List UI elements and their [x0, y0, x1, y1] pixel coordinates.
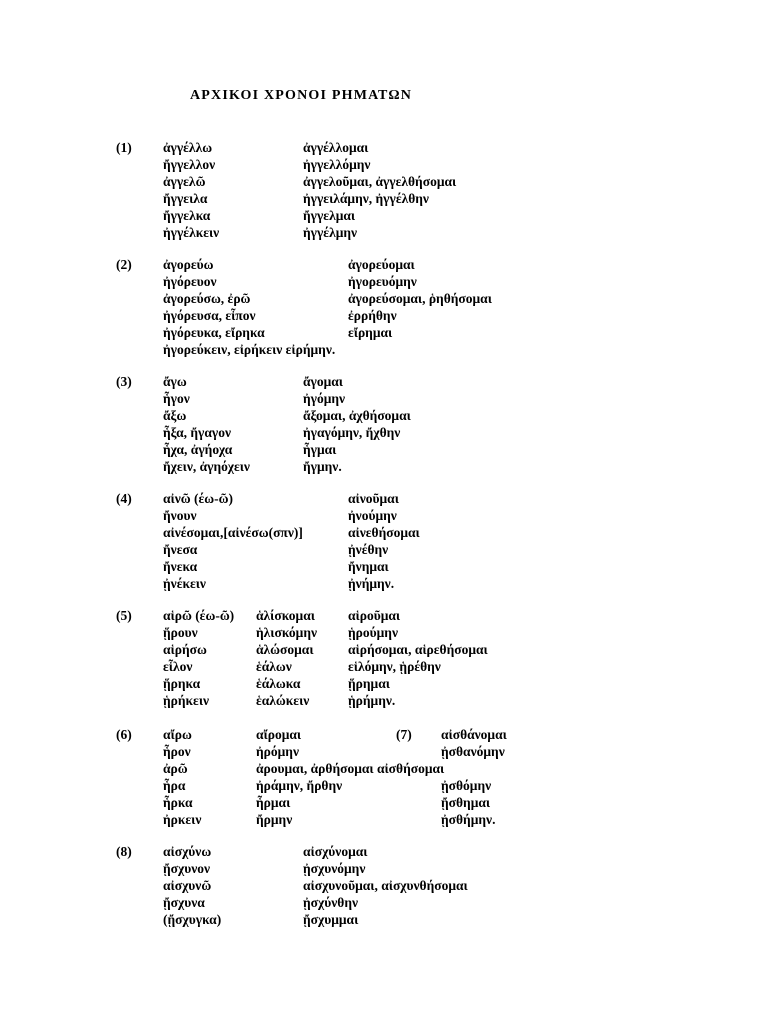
- verb-form: ἀγορεύομαι: [348, 257, 415, 272]
- section-number: (3): [116, 374, 132, 389]
- verb-row: [0, 507, 768, 524]
- verb-form: ἀρῶ: [163, 760, 188, 776]
- verb-form: ᾕρουν: [163, 624, 198, 640]
- verb-form: ἡλισκόμην: [256, 624, 318, 640]
- verb-row: [0, 458, 768, 475]
- verb-row: [0, 139, 768, 156]
- verb-form: ᾐσθήμην.: [441, 811, 496, 827]
- verb-row: [0, 675, 768, 692]
- verb-form: ᾕρημαι: [348, 675, 390, 691]
- verb-form: ᾐσθανόμην: [441, 743, 505, 759]
- verb-form: αἰνέσομαι,[αἰνέσω(σπν)]: [163, 524, 303, 540]
- verb-row: [0, 524, 768, 541]
- verb-form: ᾔσθημαι: [441, 794, 491, 810]
- verb-row: [0, 156, 768, 173]
- verb-form: ἤγγειλα: [163, 190, 208, 206]
- verb-form: αἰνῶ (έω-ῶ): [163, 491, 233, 506]
- verb-form: ἠρόμην: [256, 743, 299, 759]
- verb-form: εἴρημαι: [348, 324, 393, 340]
- verb-form: ἠνούμην: [348, 507, 397, 523]
- verb-form: αἰσθάνομαι: [441, 727, 507, 742]
- verb-row: [0, 173, 768, 190]
- verb-form: ἀρουμαι, ἀρθήσομαι αἰσθήσομαι: [256, 760, 445, 776]
- verb-form: ἠράμην, ἤρθην: [256, 777, 343, 793]
- section-number: (8): [116, 844, 132, 859]
- verb-form: ἐρρήθην: [348, 307, 397, 323]
- verb-form: ἠγαγόμην, ἤχθην: [303, 424, 401, 440]
- verb-row: [0, 843, 768, 860]
- verb-row: [0, 777, 768, 794]
- verb-form: αἰσχυνῶ: [163, 877, 212, 893]
- verb-form: αἴρω: [163, 727, 192, 742]
- verb-row: [0, 726, 768, 743]
- verb-form: αἱρῶ (έω-ῶ): [163, 608, 235, 623]
- verb-form: ἠγγελλόμην: [303, 156, 371, 172]
- verb-row: [0, 407, 768, 424]
- verb-form: ἁλίσκομαι: [256, 608, 315, 623]
- verb-form: ἤγγελλον: [163, 156, 216, 172]
- verb-form: ᾑρούμην: [348, 624, 398, 640]
- verb-form: ἀγορεύσω, ἐρῶ: [163, 290, 251, 306]
- verb-row: [0, 207, 768, 224]
- verb-form: (ᾔσχυγκα): [163, 911, 222, 927]
- verb-form: ᾑρήμην.: [348, 692, 396, 708]
- verb-form: αἰνεθήσομαι: [348, 524, 420, 540]
- verb-row: [0, 743, 768, 760]
- verb-form: ἑάλων: [256, 658, 292, 674]
- verb-form: αἰσχύνω: [163, 844, 212, 859]
- verb-form: ἦχα, ἀγήοχα: [163, 441, 233, 457]
- verb-form: ἦξα, ἤγαγον: [163, 424, 232, 440]
- verb-form: ἦρον: [163, 743, 191, 759]
- verb-form: ἄγω: [163, 374, 187, 389]
- verb-form: ἠγορευόμην: [348, 273, 417, 289]
- verb-row: [0, 373, 768, 390]
- verb-form: ἑαλώκειν: [256, 692, 310, 708]
- verb-form: ἠγόρευον: [163, 273, 217, 289]
- verb-form: ᾐνέθην: [348, 541, 389, 557]
- verb-row: [0, 641, 768, 658]
- verb-row: [0, 894, 768, 911]
- verb-form: ἄξω: [163, 407, 187, 423]
- verb-form: αἱροῦμαι: [348, 608, 401, 623]
- verb-row: [0, 324, 768, 341]
- verb-form: ἦρα: [163, 777, 186, 793]
- verb-row: [0, 307, 768, 324]
- verb-form: ᾐνήμην.: [348, 575, 395, 591]
- verb-form: ἠγγέλμην: [303, 224, 358, 240]
- verb-form: ἤγγελκα: [163, 207, 211, 223]
- verb-form: ἤγγελμαι: [303, 207, 356, 223]
- verb-form: ἤνεσα: [163, 541, 198, 557]
- section-number: (5): [116, 608, 132, 623]
- verb-form: αἰσχυνοῦμαι, αἰσχυνθήσομαι: [303, 877, 468, 893]
- verb-form: ἄξομαι, ἀχθήσομαι: [303, 407, 411, 423]
- verb-form: ἀγγέλλομαι: [303, 140, 369, 155]
- verb-form: ἑάλωκα: [256, 675, 301, 691]
- verb-form: ἦρμαι: [256, 794, 291, 810]
- verb-form: ἦρκα: [163, 794, 193, 810]
- verb-row: [0, 911, 768, 928]
- verb-form: ἤνεκα: [163, 558, 198, 574]
- verb-form: αἴρομαι: [256, 727, 302, 742]
- verb-form: αἱρήσω: [163, 641, 207, 657]
- verb-form: ἤγμην.: [303, 458, 342, 474]
- verb-form: ἀγγελῶ: [163, 173, 206, 189]
- verb-row: [0, 760, 768, 777]
- verb-form: ἠγόμην: [303, 390, 346, 406]
- verb-form: αἰνοῦμαι: [348, 491, 399, 506]
- verb-form: ᾕρηκα: [163, 675, 201, 691]
- verb-form: ἤνημαι: [348, 558, 389, 574]
- verb-row: [0, 256, 768, 273]
- verb-form: ἤρμην: [256, 811, 293, 827]
- verb-row: [0, 624, 768, 641]
- verb-form: ἠρκειν: [163, 811, 202, 827]
- verb-form: ἤχειν, ἀγηόχειν: [163, 458, 250, 474]
- verb-form: ἤνουν: [163, 507, 197, 523]
- verb-row: [0, 558, 768, 575]
- verb-form: ἀγορεύσομαι, ῥηθήσομαι: [348, 290, 492, 306]
- verb-row: [0, 607, 768, 624]
- verb-row: [0, 541, 768, 558]
- verb-row: [0, 290, 768, 307]
- verb-form: ἁλώσομαι: [256, 641, 314, 657]
- verb-form: ᾐνέκειν: [163, 575, 206, 591]
- verb-form: ἠγορεύκειν, εἰρήκειν εἰρήμην.: [163, 341, 336, 357]
- verb-form: ἠγόρευκα, εἴρηκα: [163, 324, 265, 340]
- section-number: (1): [116, 140, 132, 155]
- section-number: (2): [116, 257, 132, 272]
- verb-form: ἠγγειλάμην, ἠγγέλθην: [303, 190, 429, 206]
- verb-form: ἠγόρευσα, εἶπον: [163, 307, 256, 323]
- verb-form: ᾔσχυνον: [163, 860, 211, 876]
- verb-form: αἰσχύνομαι: [303, 844, 368, 859]
- verb-row: [0, 575, 768, 592]
- section-number: (4): [116, 491, 132, 506]
- verb-row: [0, 224, 768, 241]
- verb-form: ᾔσχυμμαι: [303, 911, 359, 927]
- verb-form: ἦγον: [163, 390, 190, 406]
- verb-form: αἱρήσομαι, αἱρεθήσομαι: [348, 641, 488, 657]
- verb-row: [0, 424, 768, 441]
- verb-form: ᾑρήκειν: [163, 692, 210, 708]
- verb-row: [0, 390, 768, 407]
- section-number: (6): [116, 727, 132, 742]
- verb-row: [0, 794, 768, 811]
- verb-row: [0, 190, 768, 207]
- verb-form: εἱλόμην, ᾑρέθην: [348, 658, 441, 674]
- section-number: (7): [396, 727, 412, 742]
- page-title: ΑΡΧΙΚΟΙ ΧΡΟΝΟΙ ΡΗΜΑΤΩΝ: [190, 88, 413, 103]
- verb-row: [0, 658, 768, 675]
- verb-row: [0, 811, 768, 828]
- verb-row: [0, 692, 768, 709]
- verb-form: ἦγμαι: [303, 441, 337, 457]
- verb-row: [0, 490, 768, 507]
- verb-form: ἄγομαι: [303, 374, 343, 389]
- verb-form: ᾐσθόμην: [441, 777, 492, 793]
- verb-row: [0, 341, 768, 358]
- verb-form: ἠγγέλκειν: [163, 224, 220, 240]
- verb-row: [0, 441, 768, 458]
- verb-row: [0, 273, 768, 290]
- verb-form: εἷλον: [163, 658, 193, 674]
- verb-form: ᾐσχύνθην: [303, 894, 359, 910]
- verb-form: ᾐσχυνόμην: [303, 860, 366, 876]
- verb-row: [0, 877, 768, 894]
- verb-form: ἀγγελοῦμαι, ἀγγελθήσομαι: [303, 173, 457, 189]
- verb-form: ἀγγέλλω: [163, 140, 213, 155]
- verb-form: ἀγορεύω: [163, 257, 214, 272]
- verb-form: ᾔσχυνα: [163, 894, 205, 910]
- verb-row: [0, 860, 768, 877]
